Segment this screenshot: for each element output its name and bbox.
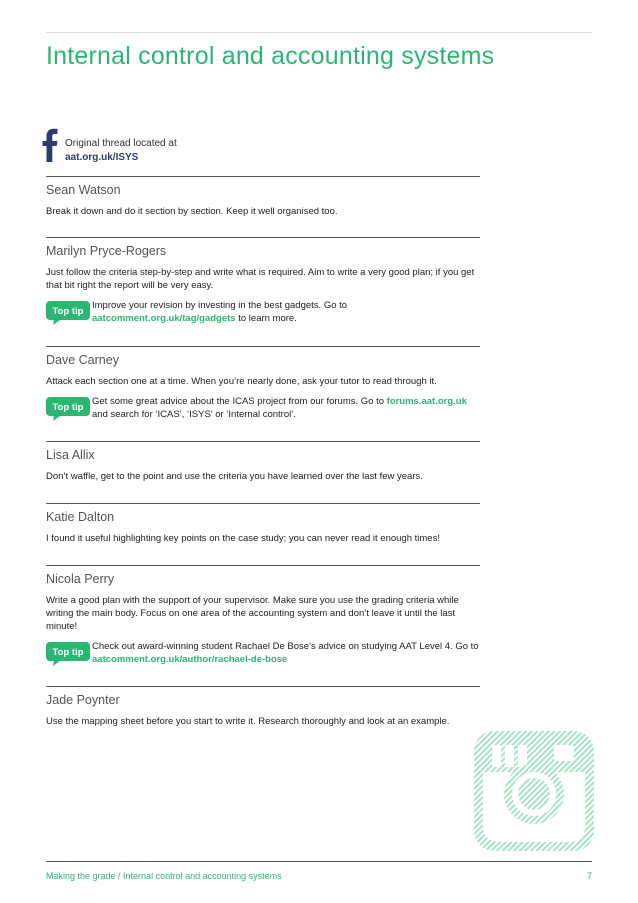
tip-text-after: to learn more.: [235, 313, 297, 324]
tip-text: [92, 299, 480, 325]
tip-link[interactable]: aatcomment.org.uk/tag/gadgets: [92, 313, 236, 324]
top-tip-badge: [46, 397, 90, 421]
post-text: Break it down and do it section by section. Keep it well organised too.: [46, 206, 338, 217]
post-text: I found it useful highlighting key points on the case study; you can never read it enough times!: [46, 533, 440, 544]
post-author: Dave Carney: [46, 353, 119, 367]
post-text: Write a good plan with the support of your supervisor. Make sure you use the grading criteria while writing the main body. Focus on one area of the accounting system and don’t leave it until the last minute!: [46, 595, 459, 632]
post-text: Don’t waffle, get to the point and use the criteria you have learned over the last few years.: [46, 471, 423, 482]
post-author: Nicola Perry: [46, 572, 115, 586]
post-marilyn-pryce-rogers: [46, 237, 480, 329]
tip-text: [92, 640, 480, 666]
post-author: Lisa Allix: [46, 448, 95, 462]
top-tip: [46, 395, 480, 425]
thread-note-text: Original thread located at: [65, 138, 177, 149]
top-tip: [46, 299, 480, 329]
post-nicola-perry: [46, 565, 480, 670]
top-tip-badge: [46, 301, 90, 325]
instagram-icon: [474, 731, 594, 851]
post-sean-watson: [46, 176, 480, 218]
post-author: Katie Dalton: [46, 510, 115, 524]
post-lisa-allix: [46, 441, 480, 483]
post-text: Use the mapping sheet before you start to write it. Research thoroughly and look at an example.: [46, 716, 450, 727]
tip-text-before: Check out award-winning student Rachael De Bose’s advice on studying AAT Level 4. Go to: [92, 641, 479, 652]
post-dave-carney: [46, 346, 480, 425]
post-text: Just follow the criteria step-by-step and write what is required. Aim to write a very good plan; if you get that bit right the report will be very easy.: [46, 267, 475, 291]
tip-link[interactable]: aatcomment.org.uk/author/rachael-de-bose: [92, 654, 288, 665]
top-rule: [46, 32, 592, 33]
facebook-icon: [42, 128, 58, 162]
post-author: Marilyn Pryce-Rogers: [46, 244, 167, 258]
tip-text-after: and search for ‘ICAS’, ‘ISYS’ or ‘Internal control’.: [92, 409, 296, 420]
thread-note: [65, 137, 177, 165]
post-text: Attack each section one at a time. When you’re nearly done, ask your tutor to read through it.: [46, 376, 437, 387]
tip-link[interactable]: forums.aat.org.uk: [386, 396, 467, 407]
post-katie-dalton: [46, 503, 480, 545]
top-tip-label: Top tip: [52, 647, 84, 658]
top-tip-label: Top tip: [52, 306, 84, 317]
tip-text-before: Improve your revision by investing in the best gadgets. Go to: [92, 300, 348, 311]
tip-text: [92, 395, 480, 421]
post-author: Jade Poynter: [46, 693, 120, 707]
top-tip-label: Top tip: [52, 402, 84, 413]
page-number: 7: [586, 871, 592, 881]
top-tip: [46, 640, 480, 670]
footer-title: Making the grade / Internal control and accounting systems: [46, 871, 282, 881]
top-tip-badge: [46, 642, 90, 666]
post-jade-poynter: [46, 686, 480, 728]
page-title: Internal control and accounting systems: [46, 42, 495, 70]
post-author: Sean Watson: [46, 183, 121, 197]
tip-text-before: Get some great advice about the ICAS project from our forums. Go to: [92, 396, 387, 407]
thread-link[interactable]: aat.org.uk/ISYS: [65, 152, 139, 163]
footer-rule: [46, 861, 592, 862]
